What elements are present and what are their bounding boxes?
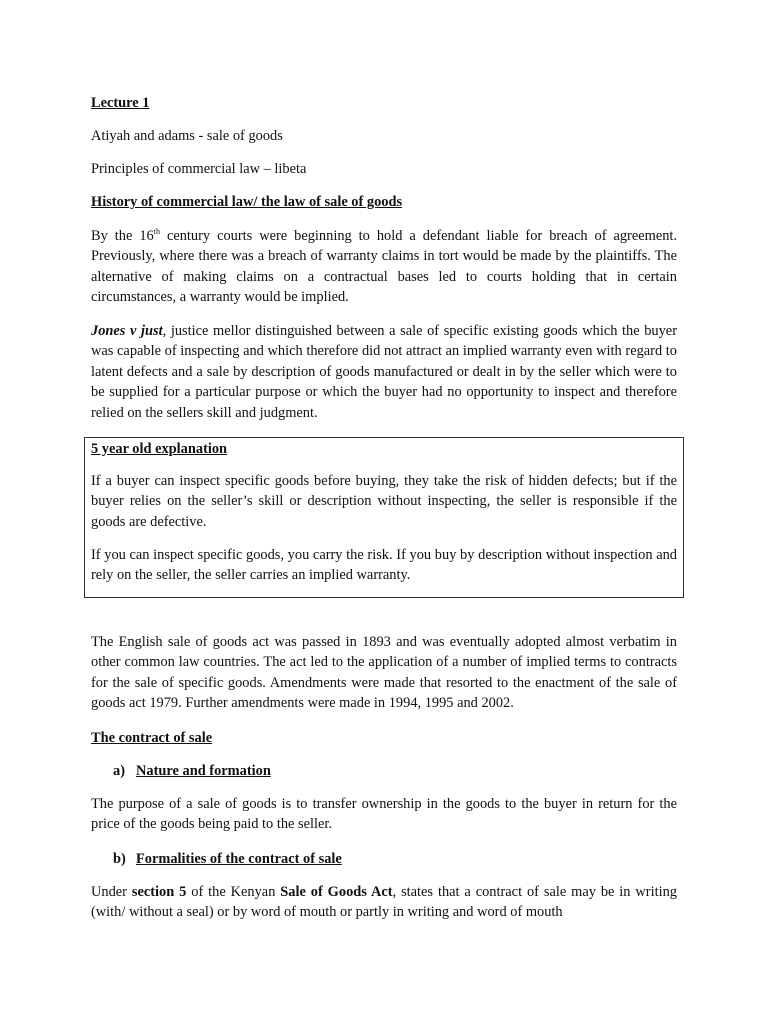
- para1-text-rest: century courts were beginning to hold a defendant liable for breach of agreement. Previously, where there was a breach of warranty claims in tort would be made by the plaintiffs. The alternative of making claims on a contractual bases led to courts holding that in certain circumstances, a warranty would be implied.: [91, 228, 677, 306]
- explanation-paragraph-2: If you can inspect specific goods, you carry the risk. If you buy by description without inspection and rely on the seller, the seller carries an implied warranty.: [91, 547, 677, 584]
- lecture-title: Lecture 1: [91, 95, 150, 111]
- explanation-paragraph-1: If a buyer can inspect specific goods before buying, they take the risk of hidden defects; but if the buyer relies on the seller’s skill or description without inspecting, the seller is responsible if the goods are defective.: [91, 473, 677, 530]
- para1-superscript: th: [153, 227, 160, 237]
- explanation-box: [84, 437, 684, 598]
- act-name: Sale of Goods Act: [280, 884, 393, 900]
- section-5-paragraph: [91, 882, 677, 923]
- formalities-heading: Formalities of the contract of sale: [136, 851, 342, 867]
- reference-line-1: Atiyah and adams - sale of goods: [91, 128, 283, 144]
- reference-line-2: Principles of commercial law – libeta: [91, 161, 307, 177]
- jones-v-just-paragraph: [91, 321, 677, 423]
- case-name: Jones v just: [91, 323, 163, 339]
- para5-text-1: Under: [91, 884, 132, 900]
- purpose-paragraph: The purpose of a sale of goods is to transfer ownership in the goods to the buyer in return for the price of the goods being paid to the seller.: [91, 796, 677, 833]
- case-description: , justice mellor distinguished between a sale of specific existing goods which the buyer was capable of inspecting and which therefore did not attract an implied warranty even with regard to latent defects and a sale by description of goods manufactured or dealt in by the seller which were to be supplied for a particular purpose or which the buyer had no opportunity to inspect and therefore relied on the sellers skill and judgment.: [91, 323, 677, 421]
- history-heading: History of commercial law/ the law of sale of goods: [91, 194, 403, 210]
- list-marker-b: b): [113, 851, 126, 867]
- para1-text-start: By the 16: [91, 228, 154, 244]
- section-reference: section 5: [131, 884, 187, 900]
- nature-formation-heading: Nature and formation: [136, 763, 271, 779]
- para5-text-2: of the Kenyan: [186, 884, 281, 900]
- history-paragraph: [91, 226, 677, 308]
- para5-text-3: , states that a contract of sale may be in writing (with/ without a seal) or by word of mouth or partly in writing and word of mouth: [91, 884, 677, 921]
- contract-of-sale-heading: The contract of sale: [91, 730, 213, 746]
- sale-of-goods-act-paragraph: The English sale of goods act was passed in 1893 and was eventually adopted almost verbatim in other common law countries. The act led to the application of a number of implied terms to contracts for the sale of specific goods. Amendments were made that resorted to the enactment of the sale of goods act 1979. Further amendments were made in 1994, 1995 and 2002.: [91, 634, 677, 712]
- list-marker-a: a): [113, 763, 125, 779]
- explanation-heading: 5 year old explanation: [91, 441, 228, 457]
